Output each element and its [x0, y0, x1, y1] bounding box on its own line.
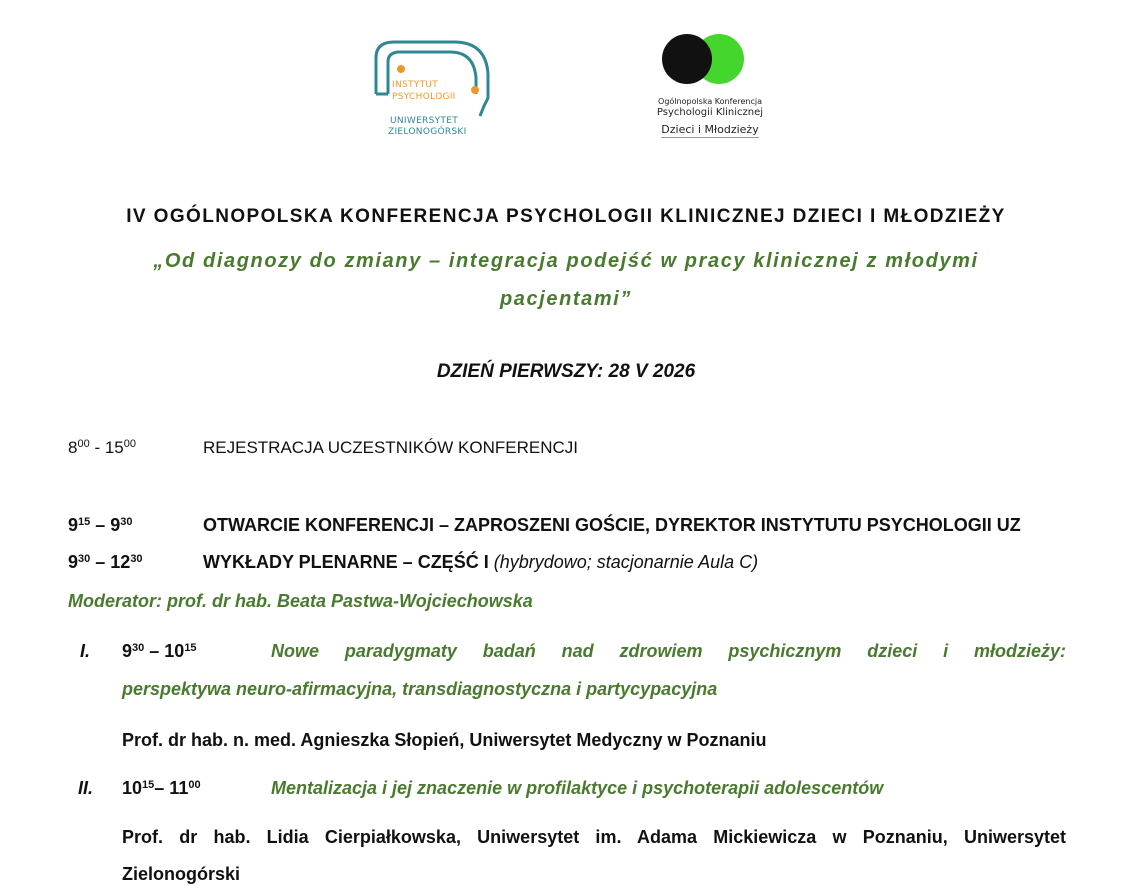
institute-logo-line3: UNIWERSYTET: [390, 116, 459, 126]
lecture-number: I.: [80, 641, 91, 661]
lecture-title-continued: perspektywa neuro-afirmacyjna, transdiagnostyczna i partycypacyjna: [122, 679, 718, 699]
lecture-time: $10^{15}-$ $11^{00}$: [122, 778, 201, 798]
schedule-label: WYKŁADY PLENARNE – CZĘŚĆ I (hybrydowo; stacjonarnie Aula C): [203, 552, 759, 572]
schedule-label: REJESTRACJA UCZESTNIKÓW KONFERENCJI: [203, 438, 578, 457]
institute-logo: [368, 36, 498, 144]
lecture-title: Mentalizacja i jej znaczenie w profilaktyce i psychoterapii adolescentów: [271, 778, 884, 798]
schedule-note: (hybrydowo; stacjonarnie Aula C): [493, 552, 759, 572]
lecture-time: $9^{30} - 10^{15}$: [122, 641, 197, 661]
conference-subtitle: „Od diagnozy do zmiany – integracja podejść w pracy klinicznej z młodymi pacjentami”: [153, 250, 979, 310]
conference-logo-line1: Ogólnopolska Konferencja: [658, 97, 762, 106]
black-circle-icon: [662, 34, 712, 84]
schedule-time: $9^{30} - 12^{30}$: [68, 552, 143, 572]
lecture-speaker: Prof. dr hab. n. med. Agnieszka Słopień, Uniwersytet Medyczny w Poznaniu: [122, 730, 767, 750]
conference-logo-line3: Dzieci i Młodzieży: [661, 123, 759, 136]
day-heading: DZIEŃ PIERWSZY: 28 V 2026: [436, 361, 696, 382]
institute-logo-line2: PSYCHOLOGII: [392, 92, 456, 102]
conference-logo: [632, 34, 782, 146]
conference-title: IV OGÓLNOPOLSKA KONFERENCJA PSYCHOLOGII KLINICZNEJ DZIECI I MŁODZIEŻY: [126, 206, 1006, 227]
schedule-label: OTWARCIE KONFERENCJI – ZAPROSZENI GOŚCIE, DYREKTOR INSTYTUTU PSYCHOLOGII UZ: [203, 515, 1021, 535]
lecture-speaker: Prof. dr hab. Lidia Cierpiałkowska, Uniwersytet im. Adama Mickiewicza w Poznaniu, Uniwersytet: [122, 827, 1066, 847]
lecture-number: II.: [78, 778, 94, 798]
schedule-time: $8^{00} - 15^{00}$: [68, 438, 136, 457]
lecture-title: Nowe paradygmaty badań nad zdrowiem psychicznym dzieci i młodzieży:: [271, 641, 1066, 661]
schedule-time: $9^{15} - 9^{30}$: [68, 515, 133, 535]
moderator: Moderator: prof. dr hab. Beata Pastwa-Wojciechowska: [68, 591, 533, 611]
institute-logo-line1: INSTYTUT: [392, 80, 439, 90]
conference-logo-line2: Psychologii Klinicznej: [656, 107, 764, 118]
institute-logo-line4: ZIELONOGÓRSKI: [388, 127, 467, 137]
lecture-speaker-continued: Zielonogórski: [122, 864, 241, 884]
